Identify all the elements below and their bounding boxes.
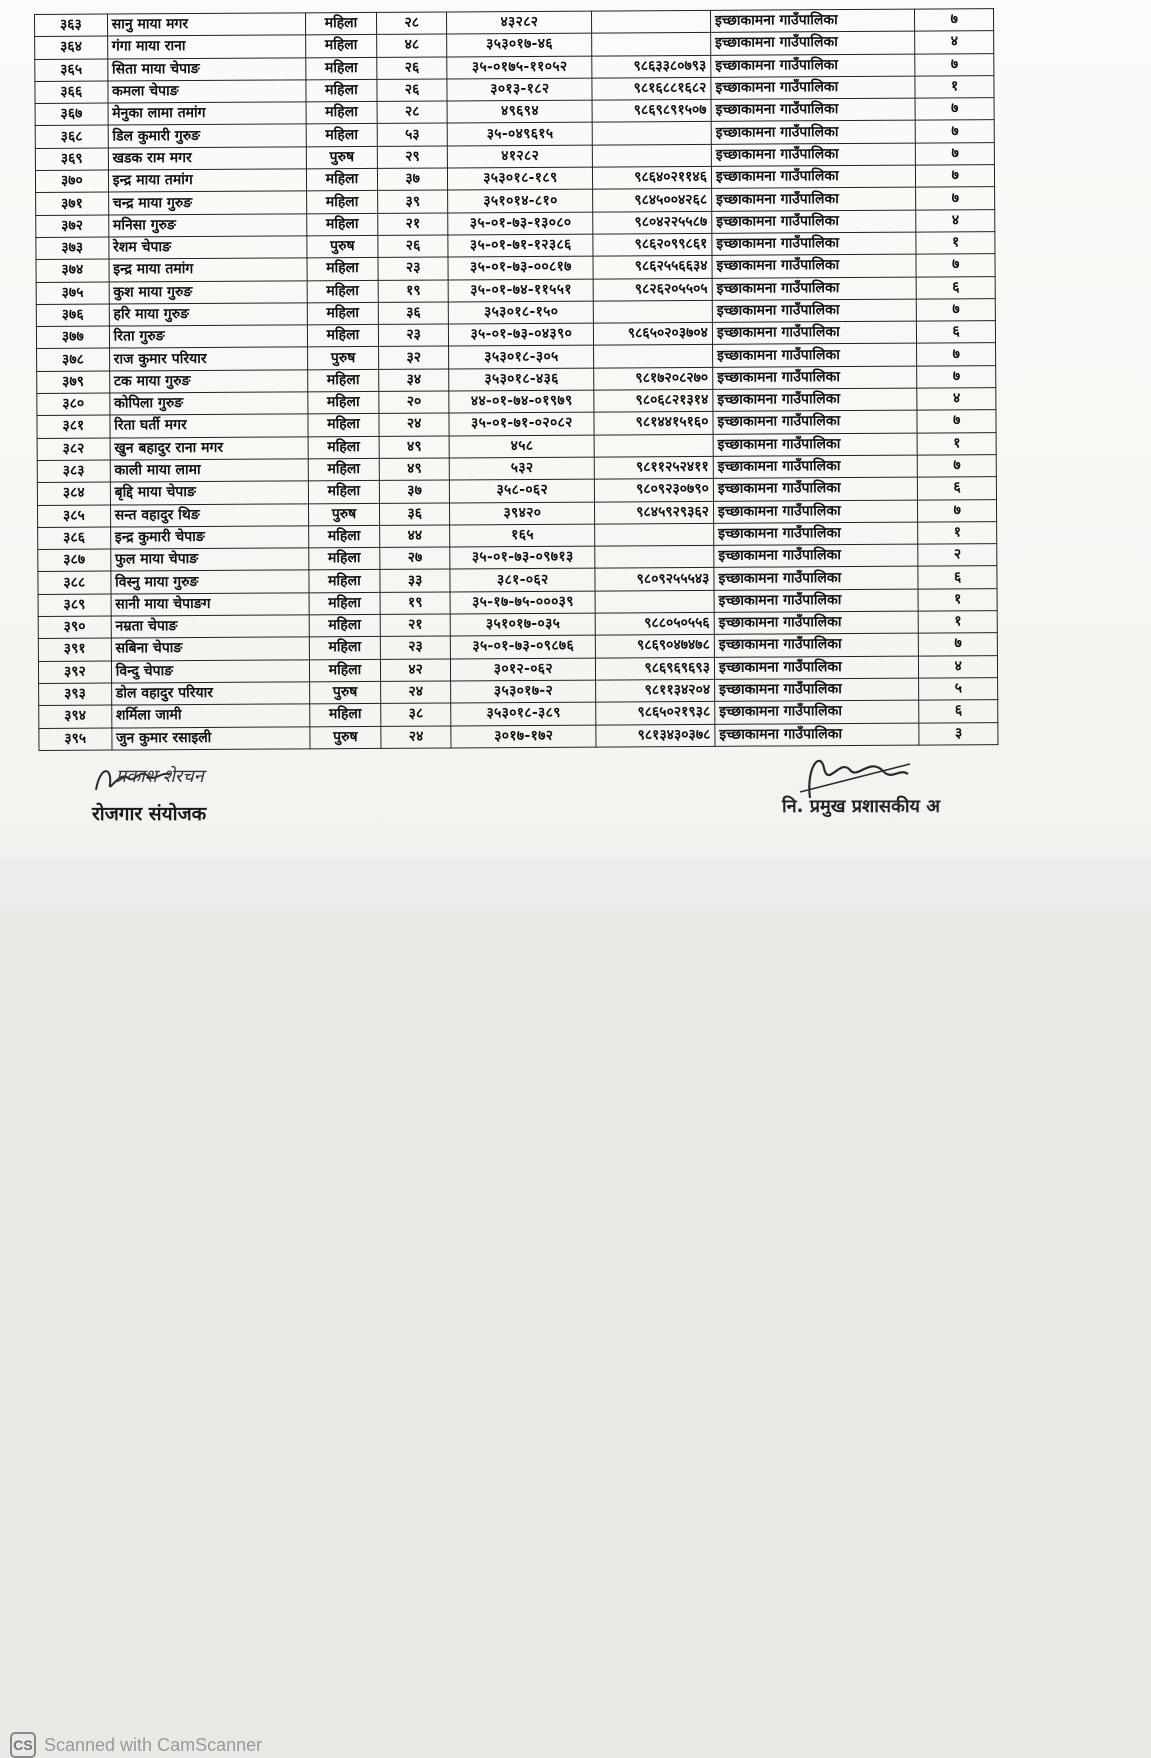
gender-cell: महिला [306, 124, 377, 147]
beneficiary-table [34, 8, 998, 751]
name-cell: इन्द्र माया तमांग [108, 169, 307, 193]
name-cell: मनिसा गुरुङ [108, 214, 307, 238]
ward-cell: १ [918, 588, 997, 611]
name-cell: डिल कुमारी गुरुङ [108, 124, 307, 148]
name-cell: इन्द्र कुमारी चेपाङ [110, 526, 309, 550]
name-cell: काली माया लामा [110, 459, 309, 483]
name-cell: विस्नु माया गुरुङ [111, 570, 310, 594]
municipality-cell: इच्छाकामना गाउँपालिका [711, 121, 916, 145]
citizenship-number-cell: ३०१३-१८२ [447, 78, 592, 101]
age-cell: ४९ [379, 458, 450, 481]
name-cell: हरि माया गुरुङ [109, 303, 308, 327]
citizenship-number-cell: ३५३०१८-३०५ [449, 346, 594, 369]
ward-cell: ७ [917, 343, 996, 366]
municipality-cell: इच्छाकामना गाउँपालिका [714, 522, 919, 546]
officer-signature-block [780, 748, 1020, 838]
gender-cell: महिला [308, 458, 379, 481]
serial-number-cell: ३९० [38, 616, 111, 639]
gender-cell: महिला [308, 414, 379, 437]
phone-cell: ९८११३४२०४ [596, 679, 715, 702]
name-cell: चन्द्र माया गुरुङ [108, 191, 307, 215]
citizenship-number-cell: ३५८-०६२ [450, 479, 595, 502]
serial-number-cell: ३९४ [39, 705, 112, 728]
name-cell: सिता माया चेपाङ [107, 57, 306, 81]
phone-cell: ९८६५०२०३७०४ [594, 323, 713, 346]
ward-cell: ६ [918, 566, 997, 589]
citizenship-number-cell: ३५-०१७५-११०५२ [447, 56, 592, 79]
scanned-page [0, 0, 1151, 858]
citizenship-number-cell: ३५-०१-७३-०९७१३ [450, 546, 595, 569]
citizenship-number-cell: ३५-०१-७३-०९८७६ [451, 635, 596, 658]
municipality-cell: इच्छाकामना गाउँपालिका [715, 678, 920, 702]
phone-cell: ९८६९०४७४७८ [596, 635, 715, 658]
gender-cell: महिला [309, 525, 380, 548]
name-cell: शर्मिला जामी [111, 704, 310, 728]
ward-cell: ७ [916, 187, 995, 210]
phone-cell [592, 33, 711, 56]
phone-cell: ९८६५०२१९३८ [596, 702, 715, 725]
municipality-cell: इच्छाकामना गाउँपालिका [714, 589, 919, 613]
age-cell: ४२ [380, 659, 451, 682]
gender-cell: महिला [308, 436, 379, 459]
gender-cell: महिला [307, 168, 378, 191]
phone-cell [595, 590, 714, 613]
gender-cell: महिला [310, 659, 381, 682]
age-cell: ३७ [377, 168, 448, 191]
serial-number-cell: ३७५ [36, 282, 109, 305]
name-cell: रिता गुरुङ [109, 325, 308, 349]
municipality-cell: इच्छाकामना गाउँपालिका [712, 299, 917, 323]
age-cell: २१ [380, 614, 451, 637]
phone-cell: ९८४५००४२६८ [593, 189, 712, 212]
ward-cell: ६ [917, 321, 996, 344]
serial-number-cell: ३९१ [38, 638, 111, 661]
serial-number-cell: ३८८ [38, 571, 111, 594]
age-cell: २६ [377, 79, 448, 102]
gender-cell: पुरुष [308, 347, 379, 370]
age-cell: ३८ [381, 703, 452, 726]
serial-number-cell: ३७२ [36, 215, 109, 238]
phone-cell: ९८४५९२९३६२ [595, 501, 714, 524]
age-cell: ३६ [379, 502, 450, 525]
gender-cell: महिला [306, 102, 377, 125]
phone-cell: ९८८०५०५५६ [595, 612, 714, 635]
age-cell: २६ [377, 57, 448, 80]
phone-cell [594, 434, 713, 457]
gender-cell: महिला [309, 592, 380, 615]
citizenship-number-cell: ३५-०१-७३-१३०८० [448, 212, 593, 235]
municipality-cell: इच्छाकामना गाउँपालिका [711, 31, 916, 55]
age-cell: ३६ [378, 302, 449, 325]
camscanner-logo-icon: CS [10, 1732, 36, 1758]
age-cell: ३४ [379, 369, 450, 392]
municipality-cell: इच्छाकामना गाउँपालिका [713, 477, 918, 501]
gender-cell: महिला [307, 280, 378, 303]
age-cell: ५३ [377, 123, 448, 146]
serial-number-cell: ३८७ [38, 549, 111, 572]
scan-footer [0, 858, 1151, 1755]
citizenship-number-cell: ३५१०१४-८१० [448, 189, 593, 212]
name-cell: जुन कुमार रसाइली [112, 726, 311, 750]
ward-cell: ७ [917, 298, 996, 321]
municipality-cell: इच्छाकामना गाउँपालिका [714, 611, 919, 635]
phone-cell: ९८१३४३०३७८ [596, 724, 715, 747]
serial-number-cell: ३७१ [36, 192, 109, 215]
age-cell: २६ [378, 235, 449, 258]
gender-cell: पुरुष [307, 235, 378, 258]
ward-cell: ७ [915, 98, 994, 121]
municipality-cell: इच्छाकामना गाउँपालिका [712, 187, 917, 211]
name-cell: रेशम चेपाङ [109, 236, 308, 260]
citizenship-number-cell: ३०१२-०६२ [451, 658, 596, 681]
municipality-cell: इच्छाकामना गाउँपालिका [711, 143, 916, 167]
gender-cell: महिला [306, 12, 377, 35]
serial-number-cell: ३७३ [36, 237, 109, 260]
name-cell: कुश माया गुरुङ [109, 280, 308, 304]
gender-cell: महिला [307, 213, 378, 236]
phone-cell: ९८६४०२११४६ [593, 166, 712, 189]
municipality-cell: इच्छाकामना गाउँपालिका [712, 210, 917, 234]
serial-number-cell: ३६७ [35, 103, 108, 126]
phone-cell: ९८१४४१५१६० [594, 412, 713, 435]
age-cell: ३७ [379, 480, 450, 503]
citizenship-number-cell: ४९६९४ [448, 100, 593, 123]
name-cell: सानु माया मगर [107, 13, 306, 37]
ward-cell: २ [918, 544, 997, 567]
age-cell: ३९ [377, 190, 448, 213]
camscanner-text: Scanned with CamScanner [44, 1734, 263, 1755]
serial-number-cell: ३७४ [36, 259, 109, 282]
age-cell: ४८ [376, 34, 447, 57]
municipality-cell: इच्छाकामना गाउँपालिका [713, 366, 918, 390]
camscanner-watermark [10, 1732, 262, 1758]
ward-cell: १ [916, 232, 995, 255]
serial-number-cell: ३७७ [36, 326, 109, 349]
gender-cell: महिला [309, 614, 380, 637]
phone-cell [593, 144, 712, 167]
serial-number-cell: ३९२ [38, 661, 111, 684]
serial-number-cell: ३७८ [37, 348, 110, 371]
serial-number-cell: ३८६ [38, 527, 111, 550]
serial-number-cell: ३७९ [37, 371, 110, 394]
name-cell: खुन बहादुर राना मगर [110, 436, 309, 460]
phone-cell: ९८६९६९६९३ [596, 657, 715, 680]
ward-cell: ७ [917, 410, 996, 433]
serial-number-cell: ३६८ [35, 126, 108, 149]
phone-cell [592, 10, 711, 33]
name-cell: टक माया गुरुङ [109, 370, 308, 394]
age-cell: २४ [381, 725, 452, 748]
phone-cell [594, 345, 713, 368]
gender-cell: महिला [306, 35, 377, 58]
ward-cell: ७ [915, 9, 994, 32]
age-cell: १९ [378, 280, 449, 303]
age-cell: २३ [378, 257, 449, 280]
citizenship-number-cell: ५३२ [450, 457, 595, 480]
municipality-cell: इच्छाकामना गाउँपालिका [711, 76, 916, 100]
gender-cell: महिला [309, 548, 380, 571]
name-cell: गंगा माया राना [107, 35, 306, 59]
ward-cell: ४ [917, 388, 996, 411]
gender-cell: महिला [307, 258, 378, 281]
municipality-cell: इच्छाकामना गाउँपालिका [711, 98, 916, 122]
ward-cell: ७ [918, 455, 997, 478]
citizenship-number-cell: ३५३०१७-४६ [447, 33, 592, 56]
citizenship-number-cell: ३५३०१८-१५० [449, 301, 594, 324]
citizenship-number-cell: ४४-०१-७४-०१९७९ [449, 390, 594, 413]
name-cell: राज कुमार परियार [109, 347, 308, 371]
municipality-cell: इच्छाकामना गाउँपालिका [710, 9, 915, 33]
municipality-cell: इच्छाकामना गाउँपालिका [713, 388, 918, 412]
gender-cell: महिला [308, 391, 379, 414]
table-row [39, 722, 998, 750]
ward-cell: १ [918, 521, 997, 544]
name-cell: फुल माया चेपाङ [110, 548, 309, 572]
citizenship-number-cell: १६५ [450, 524, 595, 547]
citizenship-number-cell: ३५३०१८-४३६ [449, 368, 594, 391]
gender-cell: पुरुष [310, 726, 381, 749]
serial-number-cell: ३८१ [37, 415, 110, 438]
phone-cell [595, 545, 714, 568]
phone-cell: ९८६३३८०७९३ [592, 55, 711, 78]
citizenship-number-cell: ३५-०१-७३-०४३९० [449, 323, 594, 346]
gender-cell: पुरुष [310, 681, 381, 704]
ward-cell: ७ [916, 165, 995, 188]
phone-cell [595, 523, 714, 546]
ward-cell: १ [915, 76, 994, 99]
ward-cell: ६ [917, 276, 996, 299]
name-cell: सानी माया चेपाङग [111, 593, 310, 617]
gender-cell: महिला [308, 481, 379, 504]
ward-cell: १ [917, 432, 996, 455]
age-cell: २१ [378, 213, 449, 236]
gender-cell: महिला [310, 704, 381, 727]
citizenship-number-cell: ३५-१७-७५-०००३९ [451, 591, 596, 614]
municipality-cell: इच्छाकामना गाउँपालिका [714, 633, 919, 657]
age-cell: ४९ [379, 436, 450, 459]
name-cell: मेनुका लामा तमांग [108, 102, 307, 126]
coordinator-signature-block [90, 760, 290, 840]
name-cell: खडक राम मगर [108, 147, 307, 171]
serial-number-cell: ३८३ [37, 460, 110, 483]
citizenship-number-cell: ४५८ [450, 435, 595, 458]
gender-cell: महिला [307, 325, 378, 348]
officer-title: नि. प्रमुख प्रशासकीय अ [782, 796, 941, 817]
citizenship-number-cell: ४१२८२ [448, 145, 593, 168]
age-cell: २९ [377, 146, 448, 169]
municipality-cell: इच्छाकामना गाउँपालिका [712, 321, 917, 345]
gender-cell: महिला [306, 57, 377, 80]
serial-number-cell: ३६४ [35, 36, 108, 59]
ward-cell: ७ [916, 142, 995, 165]
municipality-cell: इच्छाकामना गाउँपालिका [711, 54, 916, 78]
name-cell: नम्रता चेपाङ [111, 615, 310, 639]
ward-cell: ७ [916, 254, 995, 277]
name-cell: सन्त वहादुर थिङ [110, 503, 309, 527]
coordinator-title: रोजगार संयोजक [92, 803, 207, 825]
municipality-cell: इच्छाकामना गाउँपालिका [714, 567, 919, 591]
ward-cell: ७ [917, 365, 996, 388]
ward-cell: ६ [919, 700, 998, 723]
gender-cell: महिला [307, 302, 378, 325]
municipality-cell: इच्छाकामना गाउँपालिका [712, 277, 917, 301]
municipality-cell: इच्छाकामना गाउँपालिका [715, 723, 920, 747]
ward-cell: ४ [916, 209, 995, 232]
coordinator-name: प्रकाश शेरचन [116, 766, 204, 787]
phone-cell: ९८११२५२४११ [594, 456, 713, 479]
serial-number-cell: ३८२ [37, 438, 110, 461]
municipality-cell: इच्छाकामना गाउँपालिका [713, 433, 918, 457]
gender-cell: महिला [308, 369, 379, 392]
municipality-cell: इच्छाकामना गाउँपालिका [713, 344, 918, 368]
serial-number-cell: ३६३ [35, 14, 108, 37]
age-cell: २३ [380, 636, 451, 659]
municipality-cell: इच्छाकामना गाउँपालिका [712, 232, 917, 256]
name-cell: इन्द्र माया तमांग [109, 258, 308, 282]
serial-number-cell: ३८९ [38, 594, 111, 617]
ward-cell: ५ [919, 678, 998, 701]
phone-cell: ९८१६८८१६८२ [592, 77, 711, 100]
ward-cell: ४ [919, 655, 998, 678]
gender-cell: महिला [309, 637, 380, 660]
serial-number-cell: ३८५ [37, 505, 110, 528]
ward-cell: ४ [915, 31, 994, 54]
citizenship-number-cell: ३०१७-१७२ [451, 725, 596, 748]
serial-number-cell: ३८४ [37, 482, 110, 505]
phone-cell [593, 300, 712, 323]
citizenship-number-cell: ३९४२० [450, 502, 595, 525]
municipality-cell: इच्छाकामना गाउँपालिका [712, 254, 917, 278]
citizenship-number-cell: ३५-०१-७४-११५५१ [449, 279, 594, 302]
citizenship-number-cell: ३५-०१-७१-१२३८६ [448, 234, 593, 257]
municipality-cell: इच्छाकामना गाउँपालिका [713, 455, 918, 479]
municipality-cell: इच्छाकामना गाउँपालिका [714, 544, 919, 568]
serial-number-cell: ३६९ [35, 148, 108, 171]
citizenship-number-cell: ३५-०१-७१-०२०८२ [449, 412, 594, 435]
ward-cell: ३ [919, 722, 998, 745]
municipality-cell: इच्छाकामना गाउँपालिका [715, 700, 920, 724]
phone-cell: ९८०४२२५५८७ [593, 211, 712, 234]
citizenship-number-cell: ३५-०१-७३-००८१७ [448, 256, 593, 279]
gender-cell: महिला [306, 79, 377, 102]
ward-cell: ७ [916, 120, 995, 143]
gender-cell: पुरुष [309, 503, 380, 526]
citizenship-number-cell: ३५३०१७-२ [451, 680, 596, 703]
serial-number-cell: ३८० [37, 393, 110, 416]
ward-cell: ७ [919, 633, 998, 656]
age-cell: २८ [376, 12, 447, 35]
municipality-cell: इच्छाकामना गाउँपालिका [713, 500, 918, 524]
name-cell: कमला चेपाङ [108, 80, 307, 104]
phone-cell: ९८०९२५५५४३ [595, 568, 714, 591]
name-cell: डोल वहादुर परियार [111, 682, 310, 706]
name-cell: रिता घर्ती मगर [110, 414, 309, 438]
age-cell: २४ [380, 681, 451, 704]
municipality-cell: इच्छाकामना गाउँपालिका [711, 165, 916, 189]
serial-number-cell: ३७० [35, 170, 108, 193]
phone-cell: ९८१७२०८२७० [594, 367, 713, 390]
municipality-cell: इच्छाकामना गाउँपालिका [714, 656, 919, 680]
age-cell: २३ [378, 324, 449, 347]
phone-cell: ९८०६८२१३१४ [594, 389, 713, 412]
phone-cell [592, 122, 711, 145]
age-cell: २४ [379, 413, 450, 436]
age-cell: २० [379, 391, 450, 414]
age-cell: ३२ [378, 346, 449, 369]
serial-number-cell: ३७६ [36, 304, 109, 327]
table-body [35, 9, 998, 751]
serial-number-cell: ३९५ [39, 728, 112, 751]
name-cell: बृद्दि माया चेपाङ [110, 481, 309, 505]
citizenship-number-cell: ३५३०१८-१८९ [448, 167, 593, 190]
phone-cell: ९८२६२०५५०५ [593, 278, 712, 301]
phone-cell: ९८०९२३०७९० [595, 479, 714, 502]
citizenship-number-cell: ४३२८२ [447, 11, 592, 34]
citizenship-number-cell: ३५३०१८-३८९ [451, 702, 596, 725]
ward-cell: १ [919, 611, 998, 634]
phone-cell: ९८६९८९१५०७ [592, 100, 711, 123]
age-cell: २८ [377, 101, 448, 124]
age-cell: ४४ [379, 525, 450, 548]
ward-cell: ७ [918, 499, 997, 522]
gender-cell: महिला [309, 570, 380, 593]
phone-cell: ९८६२०९९८६१ [593, 233, 712, 256]
serial-number-cell: ३९३ [39, 683, 112, 706]
serial-number-cell: ३६५ [35, 59, 108, 82]
name-cell: कोपिला गुरुङ [109, 392, 308, 416]
age-cell: २७ [380, 547, 451, 570]
citizenship-number-cell: ३५१०१७-०३५ [451, 613, 596, 636]
ward-cell: ६ [918, 477, 997, 500]
citizenship-number-cell: ३८१-०६२ [450, 569, 595, 592]
gender-cell: महिला [307, 191, 378, 214]
municipality-cell: इच्छाकामना गाउँपालिका [713, 410, 918, 434]
ward-cell: ७ [915, 53, 994, 76]
gender-cell: पुरुष [306, 146, 377, 169]
citizenship-number-cell: ३५-०४९६१५ [448, 123, 593, 146]
name-cell: विन्दु चेपाङ [111, 659, 310, 683]
age-cell: १९ [380, 592, 451, 615]
name-cell: सबिना चेपाङ [111, 637, 310, 661]
serial-number-cell: ३६६ [35, 81, 108, 104]
phone-cell: ९८६२५५६६३४ [593, 256, 712, 279]
age-cell: ३३ [380, 569, 451, 592]
